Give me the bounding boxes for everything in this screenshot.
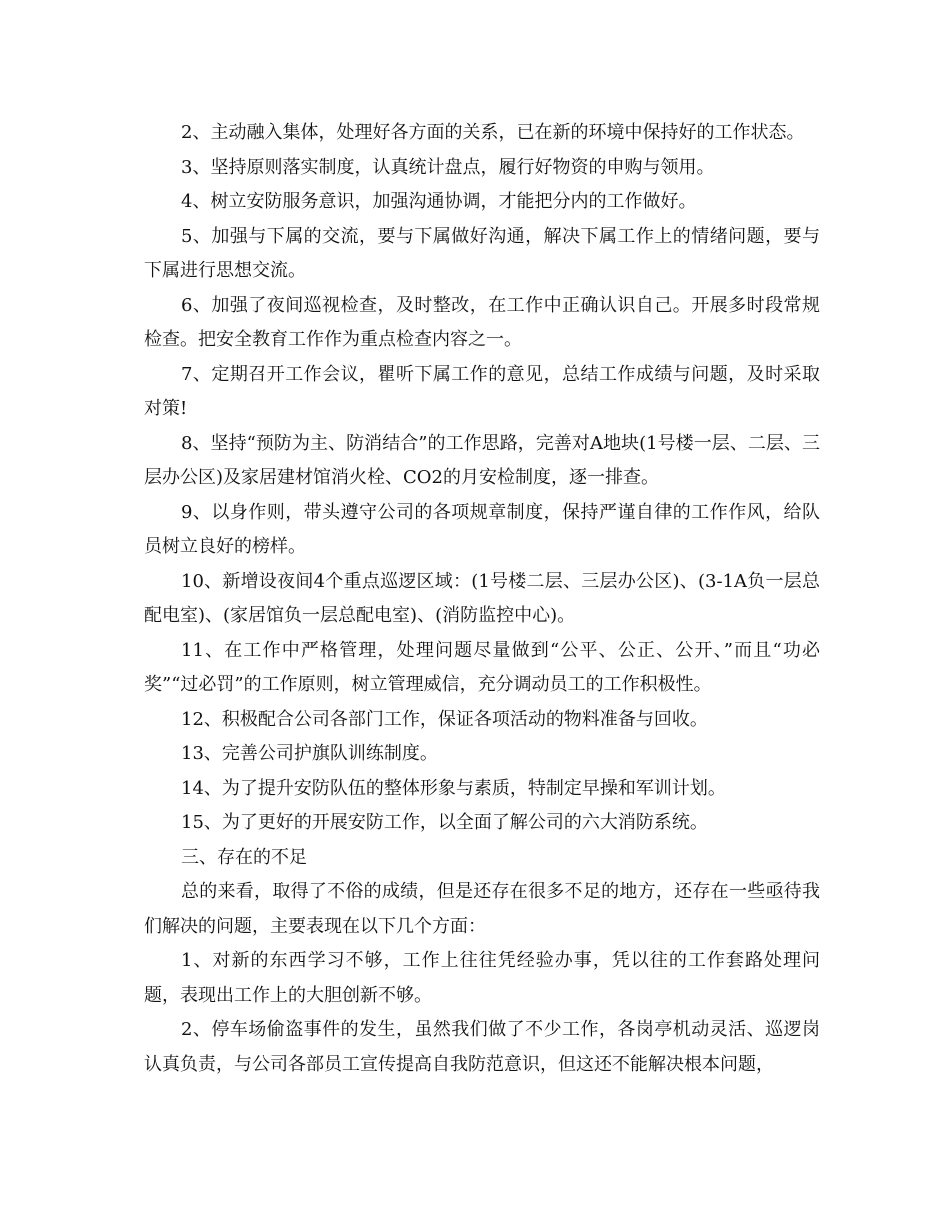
shortcoming-item-1: 1、对新的东西学习不够，工作上往往凭经验办事，凭以往的工作套路处理问题，表现出工作上的大胆创新不够。 — [144, 950, 820, 1006]
paragraph-item-8: 8、坚持“预防为主、防消结合”的工作思路，完善对A地块(1号楼一层、二层、三层办公区)及家居建材馆消火栓、CO2的月安检制度，逐一排查。 — [144, 432, 820, 488]
paragraph-item-3: 3、坚持原则落实制度，认真统计盘点，履行好物资的申购与领用。 — [181, 156, 715, 178]
paragraph-item-12: 12、积极配合公司各部门工作，保证各项活动的物料准备与回收。 — [181, 708, 708, 730]
paragraph-item-14: 14、为了提升安防队伍的整体形象与素质，特制定早操和军训计划。 — [181, 777, 726, 799]
paragraph-item-5: 5、加强与下属的交流，要与下属做好沟通，解决下属工作上的情绪问题，要与下属进行思想交流。 — [144, 225, 820, 281]
document-body — [144, 116, 820, 1082]
paragraph-item-15: 15、为了更好的开展安防工作，以全面了解公司的六大消防系统。 — [181, 812, 708, 833]
paragraph-item-7: 7、定期召开工作会议，瞿听下属工作的意见，总结工作成绩与问题，及时采取对策! — [144, 363, 820, 419]
paragraph-item-4: 4、树立安防服务意识，加强沟通协调，才能把分内的工作做好。 — [181, 191, 697, 212]
summary-paragraph: 总的来看，取得了不俗的成绩，但是还存在很多不足的地方，还存在一些亟待我们解决的问题，主要表现在以下几个方面： — [144, 881, 820, 937]
paragraph-item-13: 13、完善公司护旗队训练制度。 — [181, 743, 438, 764]
paragraph-item-11: 11、在工作中严格管理，处理问题尽量做到“公平、公正、公开、”而且“功必奖”“过必罚”的工作原则，树立管理威信，充分调动员工的工作积极性。 — [144, 639, 820, 695]
paragraph-item-2: 2、主动融入集体，处理好各方面的关系，已在新的环境中保持好的工作状态。 — [181, 122, 805, 143]
paragraph-item-6: 6、加强了夜间巡视检查，及时整改，在工作中正确认识自己。开展多时段常规检查。把安全教育工作作为重点检查内容之一。 — [144, 294, 820, 350]
paragraph-item-10: 10、新增设夜间4个重点巡逻区域：(1号楼二层、三层办公区)、(3-1A负一层总配电室)、(家居馆负一层总配电室)、(消防监控中心)。 — [144, 570, 820, 626]
shortcoming-item-2: 2、停车场偷盗事件的发生，虽然我们做了不少工作，各岗亭机动灵活、巡逻岗认真负责，与公司各部员工宣传提高自我防范意识，但这还不能解决根本问题， — [144, 1019, 820, 1075]
section-heading: 三、存在的不足 — [181, 846, 307, 868]
paragraph-item-9: 9、以身作则，带头遵守公司的各项规章制度，保持严谨自律的工作作风，给队员树立良好的榜样。 — [144, 501, 820, 557]
